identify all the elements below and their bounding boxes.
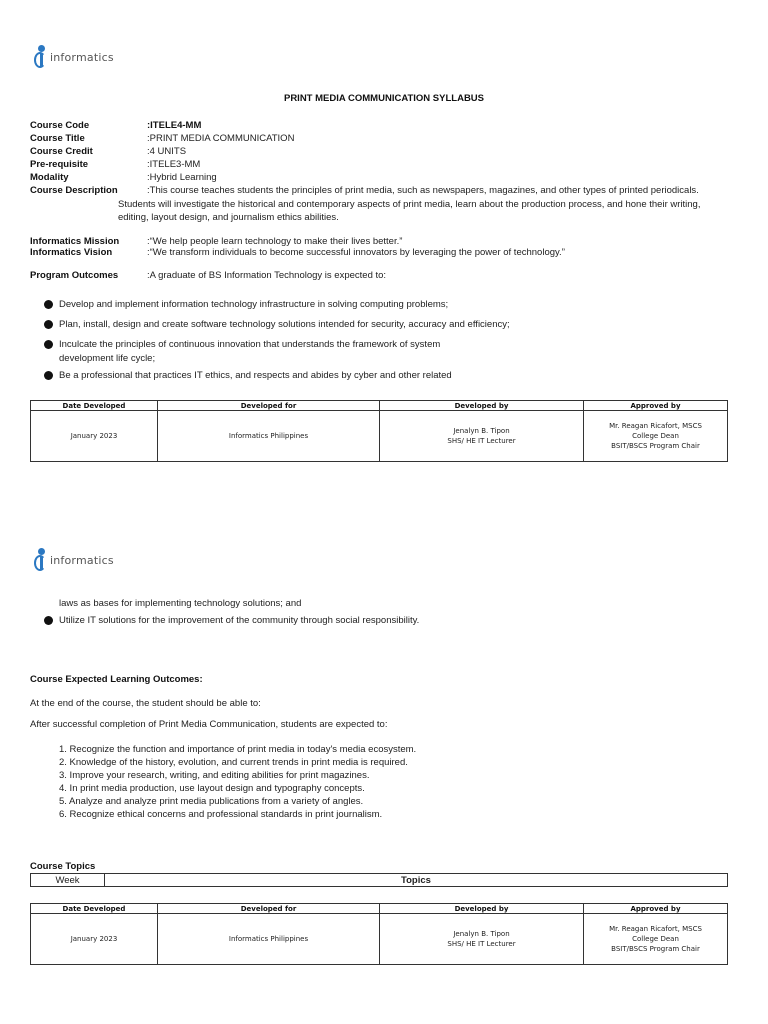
approver-role: College Dean xyxy=(632,935,679,943)
list-item-text: Develop and implement information technology infrastructure in solving computing problems; xyxy=(59,299,449,310)
list-item: 2. Knowledge of the history, evolution, and current trends in print media is required. xyxy=(59,757,408,768)
course-description-line3: editing, layout design, and journalism ethics abilities. xyxy=(118,212,339,223)
developer-role: SHS/ HE IT Lecturer xyxy=(447,437,516,445)
header-developed-for: Developed for xyxy=(158,401,380,411)
modality-label: Modality xyxy=(30,172,69,183)
course-description-line2: Students will investigate the historical and contemporary aspects of print media, learn about the production process, and hone their writing, xyxy=(118,199,701,210)
logo-text: informatics xyxy=(50,553,114,567)
course-code-label: Course Code xyxy=(30,120,90,131)
learning-outcomes-list xyxy=(59,743,416,821)
list-item: 3. Improve your research, writing, and editing abilities for print magazines. xyxy=(59,770,370,781)
program-outcomes-label: Program Outcomes xyxy=(30,270,119,281)
cell-date: January 2023 xyxy=(31,914,158,965)
header-date-developed: Date Developed xyxy=(31,401,158,411)
approver-program: BSIT/BSCS Program Chair xyxy=(611,442,700,450)
modality-value: :Hybrid Learning xyxy=(147,172,217,183)
bullet-icon xyxy=(44,300,53,309)
approver-name: Mr. Reagan Ricafort, MSCS xyxy=(609,925,702,933)
informatics-logo-icon xyxy=(34,548,48,572)
list-item-text: Plan, install, design and create software technology solutions intended for security, accuracy and efficiency; xyxy=(59,319,510,330)
header-developed-for: Developed for xyxy=(158,904,380,914)
vision-label: Informatics Vision xyxy=(30,247,113,258)
celo-intro: At the end of the course, the student should be able to: xyxy=(30,698,261,709)
header-date-developed: Date Developed xyxy=(31,904,158,914)
prerequisite-value: :ITELE3-MM xyxy=(147,159,201,170)
informatics-logo-icon xyxy=(34,45,48,69)
approver-program: BSIT/BSCS Program Chair xyxy=(611,945,700,953)
topics-header-week: Week xyxy=(31,874,105,887)
list-item: 5. Analyze and analyze print media publications from a variety of angles. xyxy=(59,796,364,807)
bullet-icon xyxy=(44,340,53,349)
developer-name: Jenalyn B. Tipon xyxy=(453,427,510,435)
list-item-continuation: laws as bases for implementing technology solutions; and xyxy=(59,598,302,609)
cell-developed-by xyxy=(380,914,584,965)
course-description-label: Course Description xyxy=(30,185,118,196)
celo-intro-2: After successful completion of Print Media Communication, students are expected to: xyxy=(30,719,388,730)
page-title: PRINT MEDIA COMMUNICATION SYLLABUS xyxy=(283,93,485,104)
developer-role: SHS/ HE IT Lecturer xyxy=(447,940,516,948)
bullet-icon xyxy=(44,320,53,329)
approver-role: College Dean xyxy=(632,432,679,440)
prerequisite-label: Pre-requisite xyxy=(30,159,89,170)
bullet-icon xyxy=(44,616,53,625)
document-info-table xyxy=(30,400,728,462)
list-item-text: Utilize IT solutions for the improvement of the community through social responsibility. xyxy=(59,615,420,626)
cell-approved-by xyxy=(584,411,728,462)
course-topics-table xyxy=(30,873,728,887)
informatics-logo xyxy=(34,547,114,573)
list-item: 1. Recognize the function and importance of print media in today's media ecosystem. xyxy=(59,744,417,755)
developer-name: Jenalyn B. Tipon xyxy=(453,930,510,938)
course-topics-heading: Course Topics xyxy=(30,861,96,872)
cell-developed-by xyxy=(380,411,584,462)
logo-text: informatics xyxy=(50,50,114,64)
list-item-text: Inculcate the principles of continuous innovation that understands the framework of system xyxy=(59,339,441,350)
approver-name: Mr. Reagan Ricafort, MSCS xyxy=(609,422,702,430)
header-developed-by: Developed by xyxy=(380,904,584,914)
course-credit-value: :4 UNITS xyxy=(147,146,187,157)
course-description-value: :This course teaches students the principles of print media, such as newspapers, magazines, and other types of printed periodicals. xyxy=(147,185,699,196)
list-item: 6. Recognize ethical concerns and professional standards in print journalism. xyxy=(59,809,383,820)
informatics-logo xyxy=(34,44,114,70)
header-approved-by: Approved by xyxy=(584,904,728,914)
list-item-text: Be a professional that practices IT ethics, and respects and abides by cyber and other related xyxy=(59,370,452,381)
program-outcomes-value: :A graduate of BS Information Technology is expected to: xyxy=(147,270,387,281)
topics-header-topics: Topics xyxy=(105,874,728,887)
course-credit-label: Course Credit xyxy=(30,146,93,157)
document-info-table xyxy=(30,903,728,965)
list-item: 4. In print media production, use layout design and typography concepts. xyxy=(59,783,365,794)
mission-label: Informatics Mission xyxy=(30,236,120,247)
cell-developed-for: Informatics Philippines xyxy=(158,411,380,462)
course-title-value: :PRINT MEDIA COMMUNICATION xyxy=(147,133,295,144)
cell-developed-for: Informatics Philippines xyxy=(158,914,380,965)
header-approved-by: Approved by xyxy=(584,401,728,411)
mission-value: :“We help people learn technology to make their lives better.” xyxy=(147,236,403,247)
cell-approved-by xyxy=(584,914,728,965)
bullet-icon xyxy=(44,371,53,380)
vision-value: :“We transform individuals to become successful innovators by leveraging the power of technology.” xyxy=(147,247,565,258)
list-item-continuation: development life cycle; xyxy=(59,353,156,364)
header-developed-by: Developed by xyxy=(380,401,584,411)
course-code-value: :ITELE4-MM xyxy=(147,120,202,131)
celo-heading: Course Expected Learning Outcomes: xyxy=(30,674,203,685)
cell-date: January 2023 xyxy=(31,411,158,462)
course-title-label: Course Title xyxy=(30,133,85,144)
